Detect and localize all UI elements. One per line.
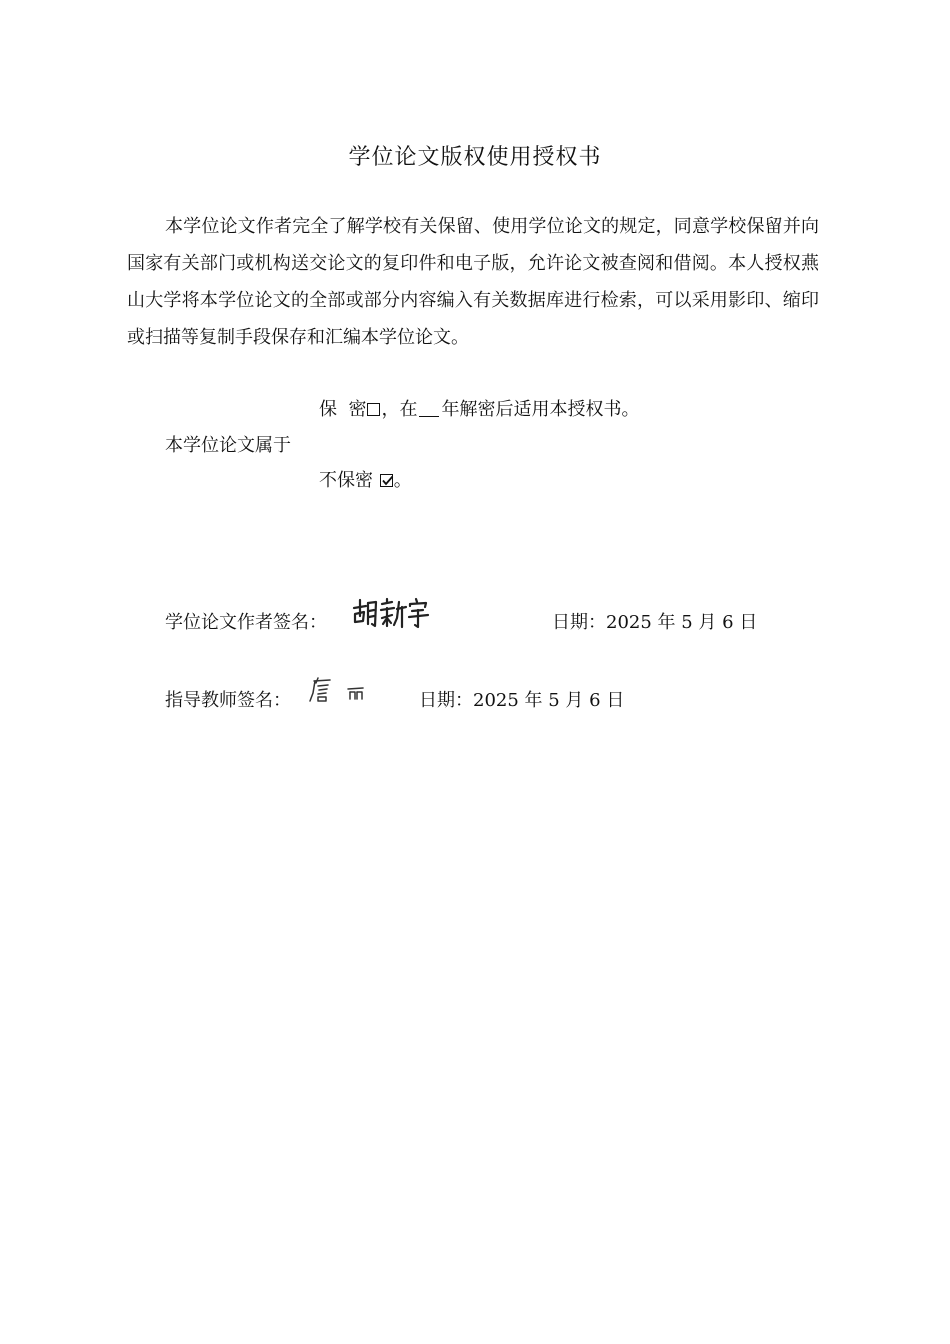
not-confidential-tail: 。 — [393, 470, 412, 491]
author-handwritten-signature — [350, 596, 432, 636]
author-date — [552, 608, 757, 634]
author-signature-label: 学位论文作者签名： — [165, 612, 327, 633]
advisor-date-value: 2025 年 5 月 6 日 — [473, 690, 625, 711]
confidential-label: 保 密 — [319, 399, 367, 420]
document-title: 学位论文版权使用授权书 — [348, 145, 602, 170]
not-confidential-option — [319, 466, 412, 492]
advisor-date-label: 日期： — [419, 690, 473, 711]
not-confidential-checkbox[interactable] — [380, 474, 393, 487]
classification-prefix: 本学位论文属于 — [165, 435, 291, 456]
advisor-signature-label: 指导教师签名： — [165, 690, 291, 711]
confidential-checkbox[interactable] — [367, 403, 380, 416]
confidential-after-box: ，在 — [381, 399, 418, 420]
advisor-handwritten-signature — [308, 675, 370, 709]
years-blank — [419, 400, 439, 417]
checkmark-icon — [380, 473, 395, 488]
advisor-date — [419, 686, 624, 712]
confidential-tail: 年解密后适用本授权书。 — [441, 399, 640, 420]
confidential-option — [319, 395, 639, 421]
not-confidential-label: 不保密 — [319, 470, 373, 491]
author-date-value: 2025 年 5 月 6 日 — [606, 612, 758, 633]
author-date-label: 日期： — [552, 612, 606, 633]
authorization-statement: 本学位论文作者完全了解学校有关保留、使用学位论文的规定，同意学校保留并向国家有关部门或机构送交论文的复印件和电子版，允许论文被查阅和借阅。本人授权燕山大学将本学位论文的全部或部分内容编入有关数据库进行检索，可以采用影印、缩印或扫描等复制手段保存和汇编本学位论文。 — [127, 216, 819, 348]
